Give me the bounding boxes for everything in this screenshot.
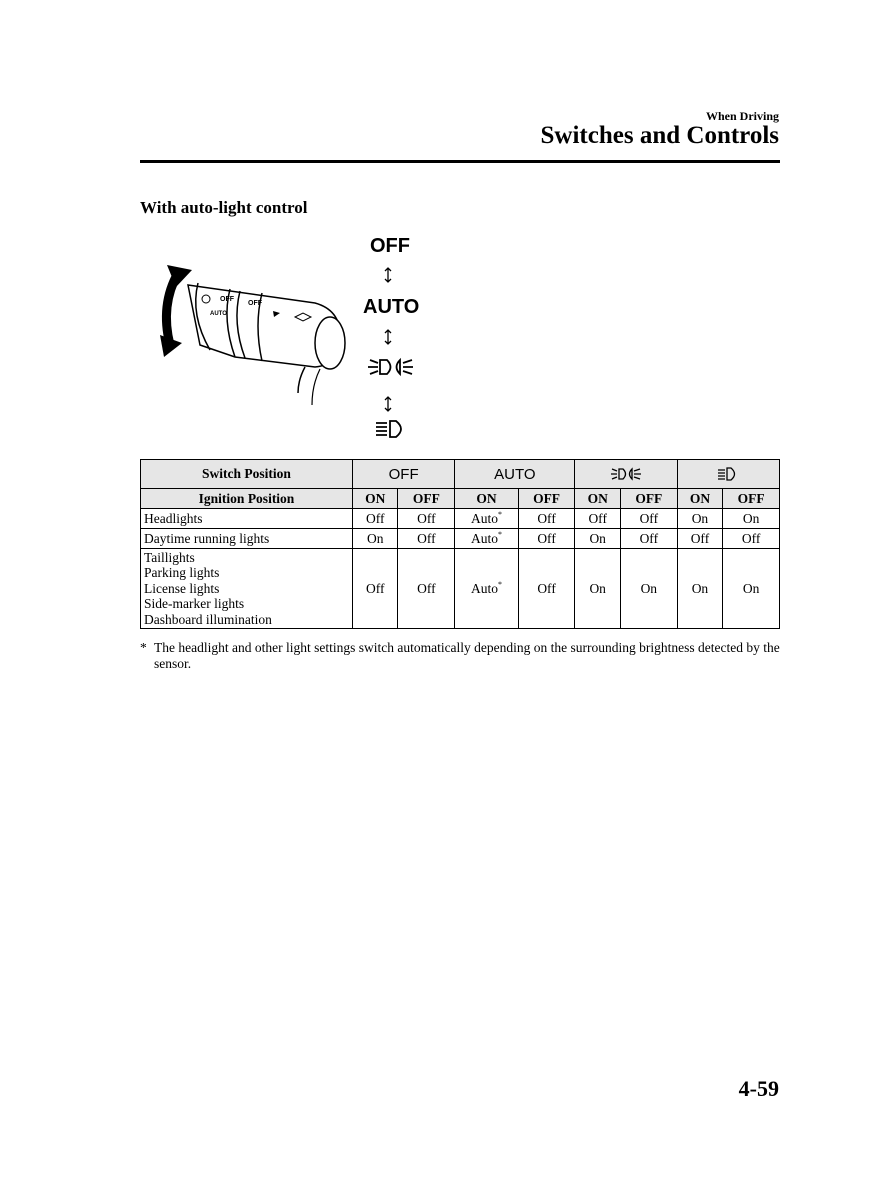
table-cell: Off — [353, 549, 398, 629]
ignition-cell: ON — [677, 489, 722, 509]
table-cell: Off — [518, 549, 575, 629]
table-cell: On — [677, 509, 722, 529]
ignition-cell: OFF — [620, 489, 677, 509]
table-cell: On — [677, 549, 722, 629]
table-cell: Off — [398, 549, 455, 629]
table-cell: On — [723, 509, 780, 529]
page-title: Switches and Controls — [540, 122, 779, 149]
table-cell: Auto* — [455, 549, 518, 629]
table-cell: On — [723, 549, 780, 629]
ignition-cell: OFF — [398, 489, 455, 509]
light-switch-figure — [140, 225, 440, 455]
table-cell: On — [575, 529, 620, 549]
page-number: 4-59 — [738, 1076, 779, 1101]
table-cell: Auto* — [455, 529, 518, 549]
row-label: Daytime running lights — [141, 529, 353, 549]
table-cell: Off — [620, 509, 677, 529]
double-arrow-icon — [383, 329, 393, 345]
switch-position-parking — [575, 460, 677, 489]
table-cell: Off — [723, 529, 780, 549]
table-row — [141, 529, 780, 549]
svg-text:AUTO: AUTO — [210, 311, 227, 317]
row-label: Headlights — [141, 509, 353, 529]
footnote-mark: * — [140, 640, 147, 655]
headlight-icon — [716, 466, 740, 482]
headlight-icon — [374, 418, 408, 442]
row-label: Taillights Parking lights License lights Side-marker lights Dashboard illumination — [141, 549, 353, 629]
table-row — [141, 509, 780, 529]
table-cell: On — [620, 549, 677, 629]
light-status-table — [140, 459, 780, 629]
lever-label-auto: AUTO — [363, 296, 420, 318]
table-row — [141, 460, 780, 489]
table-cell: Off — [353, 509, 398, 529]
section-label: When Driving — [705, 109, 779, 123]
ignition-position-header: Ignition Position — [141, 489, 353, 509]
switch-position-off: OFF — [353, 460, 455, 489]
lever-label-off: OFF — [370, 235, 410, 257]
table-cell: On — [353, 529, 398, 549]
double-arrow-icon — [383, 267, 393, 283]
ignition-cell: OFF — [518, 489, 575, 509]
ignition-cell: ON — [353, 489, 398, 509]
table-cell: Off — [518, 509, 575, 529]
header-rule — [140, 160, 780, 163]
switch-position-header: Switch Position — [141, 460, 353, 489]
switch-position-auto: AUTO — [455, 460, 575, 489]
parking-light-icon — [367, 355, 415, 379]
table-cell: Off — [398, 529, 455, 549]
table-cell: Auto* — [455, 509, 518, 529]
subheading: With auto-light control — [140, 198, 308, 217]
table-cell: Off — [677, 529, 722, 549]
footnote-text: The headlight and other light settings switch automatically depending on the surrounding brightness detected by the sensor. — [154, 640, 780, 671]
table-row — [141, 489, 780, 509]
switch-position-headlight — [677, 460, 779, 489]
svg-text:OFF: OFF — [220, 296, 234, 303]
table-cell: On — [575, 549, 620, 629]
ignition-cell: OFF — [723, 489, 780, 509]
double-arrow-icon — [383, 396, 393, 412]
table-cell: Off — [575, 509, 620, 529]
ignition-cell: ON — [575, 489, 620, 509]
parking-light-icon — [610, 466, 642, 482]
svg-text:OFF: OFF — [248, 300, 262, 307]
table-row — [141, 549, 780, 629]
table-cell: Off — [398, 509, 455, 529]
ignition-cell: ON — [455, 489, 518, 509]
footnote — [140, 640, 780, 672]
table-cell: Off — [620, 529, 677, 549]
table-cell: Off — [518, 529, 575, 549]
